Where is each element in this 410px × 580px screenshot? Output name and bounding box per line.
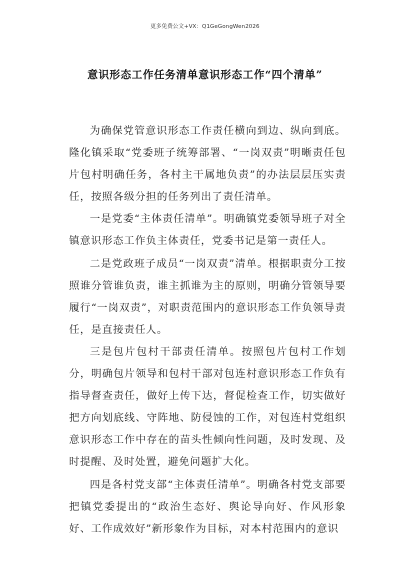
document-title: 意识形态工作任务清单意识形态工作“四个清单”: [87, 69, 323, 81]
paragraph-party-committee: 一是党委“主体责任清单”。明确镇党委领导班子对全镇意识形态工作负主体责任，党委书记是第一责任人。: [69, 213, 346, 248]
paragraph-intro: 为确保党管意识形态工作责任横向到边、纵向到底。隆化镇采取“党委班子统筹部署、“一岗双责”明晰责任包片包村明确任务，各村主干属地负责”的办法层层压实责任，按照各级分担的任务列出了责任清单。: [69, 125, 346, 204]
paragraph-leadership-members: 二是党政班子成员“一岗双责”清单。根据职责分工按照谁分管谁负责，谁主抓谁为主的原则，明确分管领导要履行“一岗双责”，对职责范围内的意识形态工作负领导责任，是直接责任人。: [69, 257, 346, 336]
paragraph-village-branches: 四是各村党支部“主体责任清单”。明确各村党支部要把镇党委提出的“政治生态好、舆论导向好、作风形象好、工作成效好”新形象作为目标，对本村范围内的意识: [69, 478, 346, 535]
header-note: 更多免费公文+VX：Q1GeGongWen2026: [150, 24, 260, 30]
paragraph-village-cadres: 三是包片包村干部责任清单。按照包片包村工作划分，明确包片领导和包村干部对包连村意识形态工作负有指导督查责任，做好上传下达，督促检查工作，切实做好把方向划底线、守阵地、防侵蚀的工作，对包连村党组织意识形态工作中存在的苗头性倾向性问题，及时发现、及时提醒、及时处置，避免问题扩大化。: [69, 345, 346, 469]
document-body: [69, 120, 346, 540]
